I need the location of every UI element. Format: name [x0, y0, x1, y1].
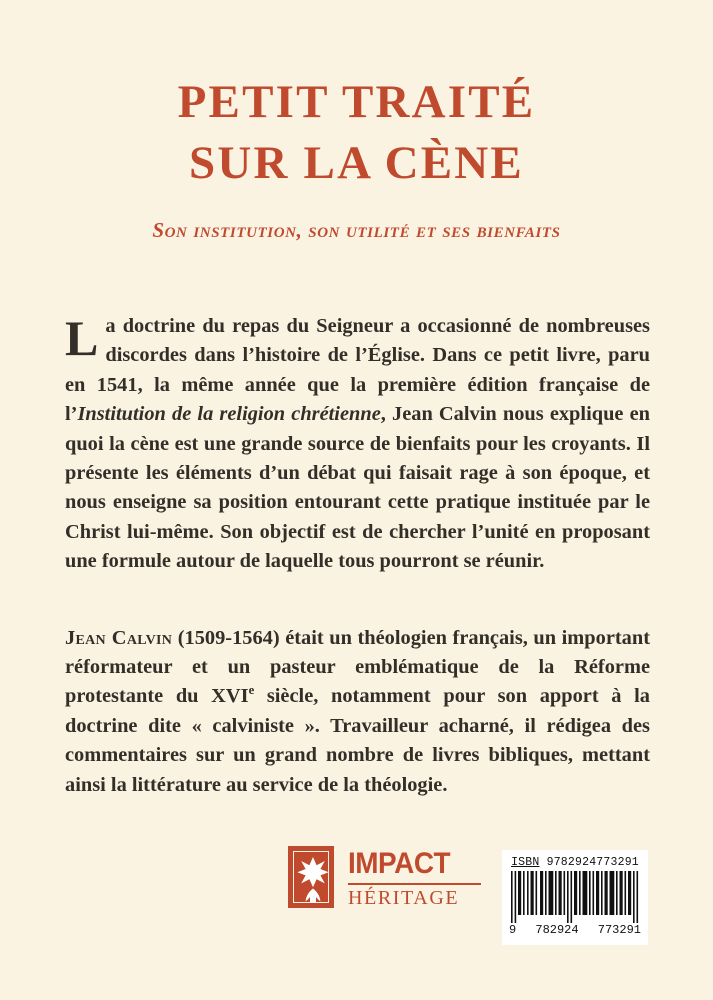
isbn-barcode [502, 850, 648, 945]
isbn-number: 9782924773291 [546, 856, 639, 869]
title-line-2: SUR LA CÈNE [188, 137, 524, 189]
author-bio-paragraph [65, 624, 650, 800]
emblem-inner-frame [293, 851, 329, 903]
description-text-part-2: , Jean Calvin nous explique en quoi la cène est une grande source de bienfaits pour les croyants. Il présente les éléments d’un débat qui faisait rage à son époque, et nous enseigne sa position entourant cette pratique instituée par le Christ lui-même. Son objectif est de chercher l’unité en proposant une formule autour de laquelle tous pourront se réunir. [65, 403, 650, 573]
book-title [0, 72, 713, 194]
author-bio-part-1: (1509-1564) était un théologien français, un important réformateur et un pasteur emblématique de la Réforme protestante du XVI [65, 626, 650, 708]
description-paragraph [65, 312, 650, 577]
barcode-digit-group-left: 9 [509, 923, 517, 937]
barcode-digit-group-mid: 782924 [535, 923, 579, 937]
publisher-logo [288, 846, 481, 909]
barcode-bars [509, 871, 641, 923]
title-line-1: PETIT TRAITÉ [177, 76, 536, 128]
referenced-work-title: Institution de la religion chrétienne [77, 403, 381, 426]
ordinal-suffix: e [248, 683, 255, 698]
author-name: Jean Calvin [65, 626, 173, 649]
publisher-wordmark [348, 846, 481, 909]
author-bio-part-2: siècle, notamment pour son apport à la doctrine dite « calviniste ». Travailleur acharné, il rédigea des commentaires sur un grand nombre de livres bibliques, mettant ainsi la littérature au service de la théologie. [65, 685, 651, 796]
isbn-caption [511, 856, 639, 869]
cross-floral-emblem-icon [288, 846, 334, 908]
emblem-glyph-icon [294, 852, 332, 906]
description-text-part-1: a doctrine du repas du Seigneur a occasionné de nombreuses discordes dans l’histoire de l’Église. Dans ce petit livre, paru en 1541, la même année que la première édition française de l’ [65, 315, 650, 426]
back-cover-copy [65, 312, 650, 800]
drop-cap: L [65, 310, 99, 366]
logo-divider [348, 883, 481, 885]
publisher-name: IMPACT [348, 847, 451, 880]
publisher-imprint: HÉRITAGE [348, 887, 460, 909]
isbn-label: ISBN [511, 856, 540, 869]
book-subtitle: Son institution, son utilité et ses bienfaits [152, 218, 561, 242]
barcode-digits [509, 924, 641, 937]
barcode-digit-group-right: 773291 [597, 923, 641, 937]
